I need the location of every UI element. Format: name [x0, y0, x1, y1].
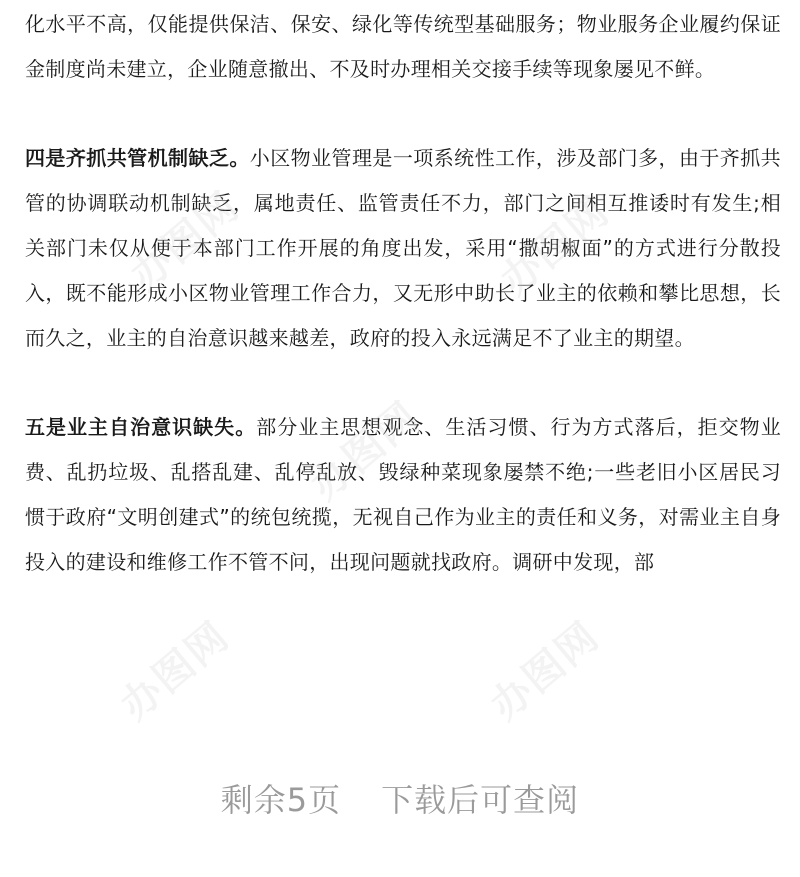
paragraph-five: [25, 405, 781, 585]
download-to-view-label: 下载后可查阅: [381, 781, 580, 819]
watermark: 办图网: [302, 393, 429, 510]
paragraph-heading: 四是齐抓共管机制缺乏。: [25, 146, 250, 170]
paragraph-gap: [25, 92, 781, 136]
paragraph-gap: [25, 361, 781, 405]
paragraph-text: 化水平不高，仅能提供保洁、保安、绿化等传统型基础服务；物业服务企业履约保证金制度尚未建立，企业随意撤出、不及时办理相关交接手续等现象屡见不鲜。: [25, 12, 781, 81]
watermark: 办图网: [112, 613, 239, 730]
watermark: 办图网: [492, 188, 619, 305]
paragraph-heading: 五是业主自治意识缺失。: [25, 415, 257, 439]
paragraph-text: 小区物业管理是一项系统性工作，涉及部门多，由于齐抓共管的协调联动机制缺乏，属地责任、监管责任不力，部门之间相互推诿时有发生;相关部门未仅从便于本部门工作开展的角度出发，采用“撒胡椒面”的方式进行分散投入，既不能形成小区物业管理工作合力，又无形中助长了业主的依赖和攀比思想，长而久之，业主的自治意识越来越差，政府的投入永远满足不了业主的期望。: [25, 146, 781, 350]
paragraph-four: [25, 136, 781, 361]
document-body: [25, 0, 781, 585]
paragraph-continuation: [25, 0, 781, 92]
remaining-pages-label: 剩余5页: [220, 781, 342, 819]
paragraph-text: 部分业主思想观念、生活习惯、行为方式落后，拒交物业费、乱扔垃圾、乱搭乱建、乱停乱放、毁绿种菜现象屡禁不绝;一些老旧小区居民习惯于政府“文明创建式”的统包统揽，无视自己作为业主的责任和义务，对需业主自身投入的建设和维修工作不管不问，出现问题就找政府。调研中发现，部: [25, 415, 781, 574]
download-prompt[interactable]: [0, 775, 800, 821]
watermark: 办图网: [122, 183, 249, 300]
watermark: 办图网: [482, 613, 609, 730]
